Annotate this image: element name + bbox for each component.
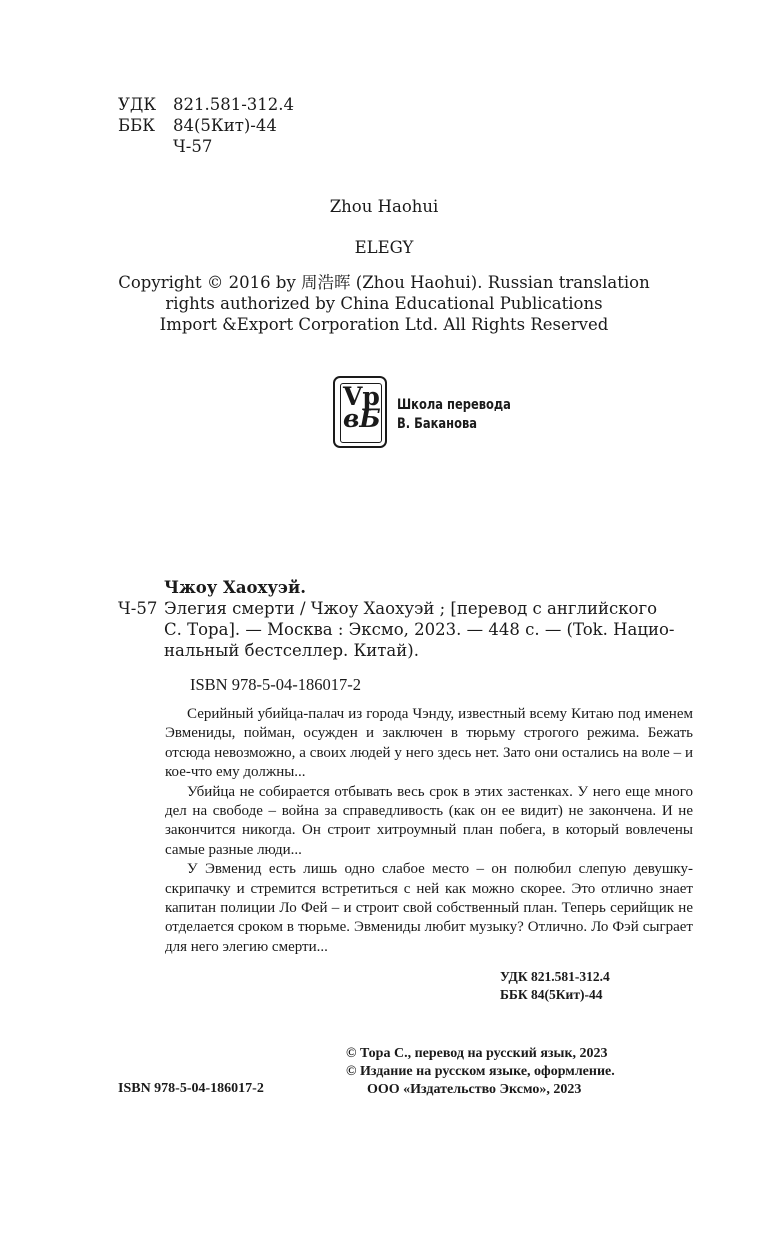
classification-codes: [118, 94, 294, 157]
logo-text-line1: Школа перевода: [397, 397, 511, 413]
bibliographic-record: [118, 577, 693, 661]
annotation-paragraph: У Эвменид есть лишь одно слабое место – он полюбил слепую девушку-скрипачку и стремится встретиться с ней как можно скорее. Это отлично знает капитан полиции Ло Фей – и строит свой собственный план. Теперь серийщик не отделается сроком в тюрьме. Эвмениды любит музыку? Отлично. Ло Фэй сыграет для него элегию смерти...: [165, 861, 693, 955]
edition-copyright: © Издание на русском языке, оформление.: [346, 1064, 615, 1079]
udk-value: 821.581-312.4: [173, 95, 295, 114]
bib-title-line: Элегия смерти / Чжоу Хаохуэй ; [перевод с английского: [164, 599, 658, 618]
publisher-copyright: ООО «Издательство Эксмо», 2023: [367, 1082, 582, 1097]
annotation-paragraph: Серийный убийца-палач из города Чэнду, известный всему Китаю под именем Эвмениды, пойман, осужден и заключен в тюрьму строгого режима. Бежать отсюда невозможно, а своих людей у него здесь нет. Зато они остались на воле – и кое-что ему должны...: [165, 706, 693, 781]
logo-glyph-bottom: вБ: [343, 404, 381, 433]
bib-isbn: ISBN 978-5-04-186017-2: [190, 675, 361, 694]
annotation-codes: [500, 968, 676, 1004]
annotation: [165, 705, 693, 957]
logo-emblem: [333, 376, 387, 448]
bbk-label: ББК: [118, 116, 156, 135]
copyright-line: rights authorized by China Educational Publications: [165, 294, 603, 313]
english-title: ELEGY: [354, 238, 414, 257]
copyright-line: Import &Export Corporation Ltd. All Rights Reserved: [159, 315, 609, 334]
logo-glyph-top: Vр: [343, 382, 380, 411]
translation-copyright: © Тора С., перевод на русский язык, 2023: [346, 1046, 608, 1061]
copyright-notice: [0, 272, 768, 335]
udk-label: УДК: [118, 95, 157, 114]
bib-author-heading: Чжоу Хаохуэй.: [164, 578, 306, 597]
copyright-line: Copyright © 2016 by 周浩晖 (Zhou Haohui). Russian translation: [118, 273, 650, 292]
bib-continuation: нальный бестселлер. Китай).: [164, 641, 419, 660]
bbk-value: 84(5Кит)-44: [173, 116, 277, 135]
annotation-bbk: ББК 84(5Кит)-44: [500, 987, 603, 1002]
author-sign: Ч-57: [173, 137, 213, 156]
footer-isbn: ISBN 978-5-04-186017-2: [118, 1081, 264, 1096]
logo-text-line2: В. Баканова: [397, 416, 477, 432]
bib-author-sign: Ч-57: [118, 599, 158, 618]
bib-continuation: С. Тора]. — Москва : Эксмо, 2023. — 448 с. — (Tok. Нацио-: [164, 620, 675, 639]
annotation-paragraph: Убийца не собирается отбывать весь срок в этих застенках. У него еще много дел на свободе – война за справедливость (как он ее видит) не закончена. И не закончится никогда. Он строит хитроумный план побега, в который вовлечены самые разные люди...: [165, 783, 693, 858]
english-author: Zhou Haohui: [329, 197, 439, 216]
rights-block: [346, 1045, 706, 1099]
annotation-udk: УДК 821.581-312.4: [500, 969, 610, 984]
